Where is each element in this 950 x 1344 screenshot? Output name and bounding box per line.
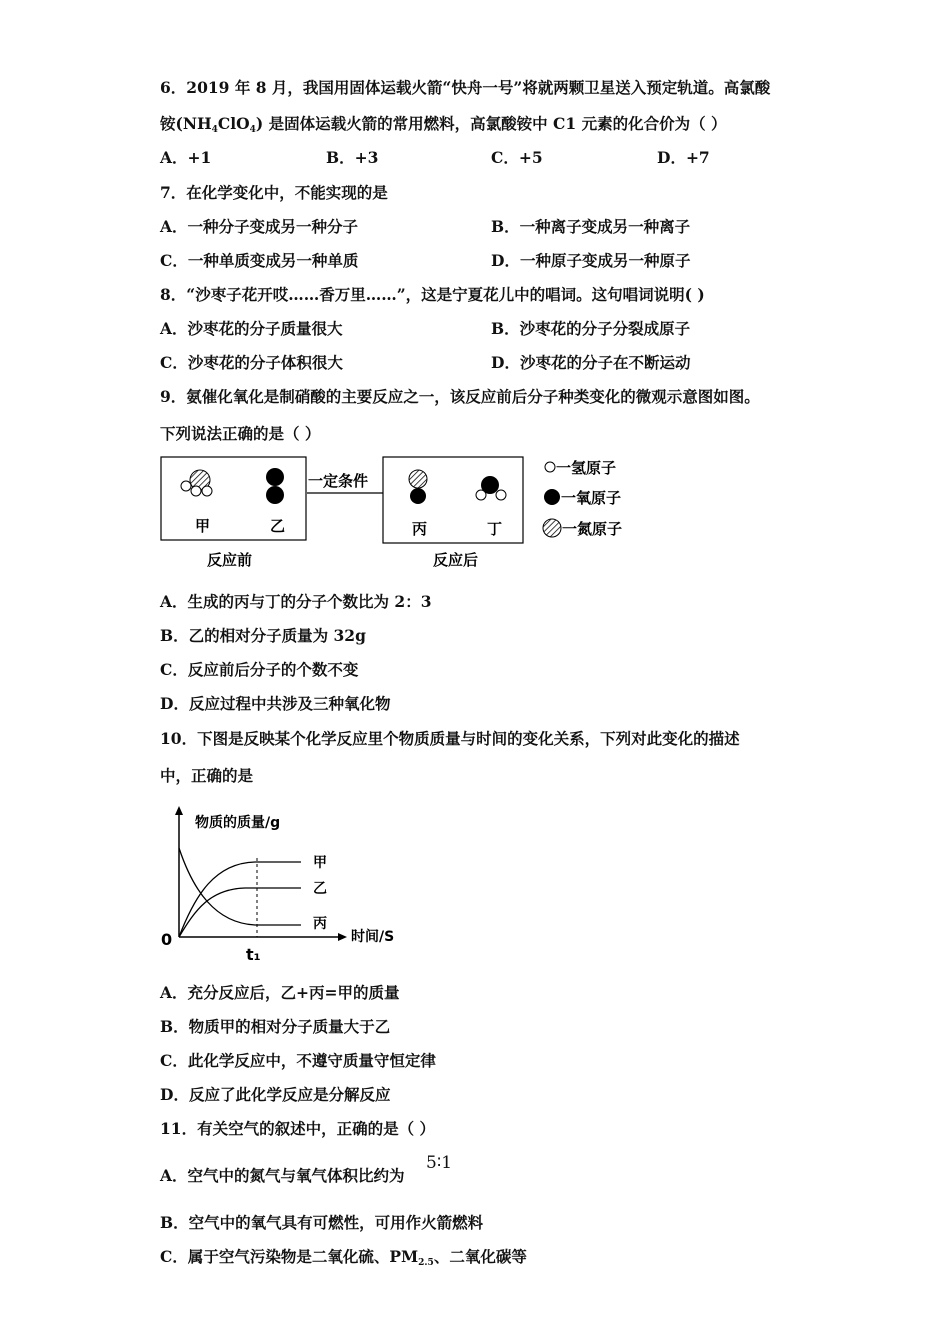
q11-option-c-text: C．属于空气污染物是二氧化硫、PM [160, 1247, 419, 1266]
q11-option-c [160, 1247, 527, 1273]
q6-sub: 4 [211, 125, 218, 135]
y-axis-arrow [175, 806, 183, 815]
q10-option-b: B．物质甲的相对分子质量大于乙 [160, 1017, 391, 1036]
q8-option-c: C．沙枣花的分子体积很大 [160, 353, 343, 372]
legend-oxygen: 一氧原子 [561, 489, 622, 507]
q10-option-c: C．此化学反应中，不遵守质量守恒定律 [160, 1051, 436, 1070]
q9-option-c: C．反应前后分子的个数不变 [160, 660, 359, 679]
q7-option-c: C．一种单质变成另一种单质 [160, 251, 359, 270]
reaction-diagram [150, 450, 650, 580]
q11-ratio: 5∶1 [426, 1153, 453, 1173]
legend-hydrogen-icon [545, 462, 555, 472]
q11-option-c-sub: 2.5 [418, 1258, 434, 1268]
origin-label: 0 [161, 930, 173, 949]
q9-stem-line2: 下列说法正确的是（ ） [160, 424, 321, 443]
water-molecule [476, 476, 506, 500]
q8-option-a: A．沙枣花的分子质量很大 [160, 319, 343, 338]
t1-label: t₁ [246, 945, 261, 964]
series-jia-curve [179, 862, 301, 937]
series-yi-label: 乙 [313, 881, 327, 897]
after-label: 反应后 [433, 551, 479, 569]
y-axis-label: 物质的质量/g [195, 815, 281, 831]
q7-option-a: A．一种分子变成另一种分子 [160, 217, 359, 236]
legend-oxygen-icon [544, 489, 560, 505]
nitric-oxide-molecule [409, 470, 427, 504]
q6-stem-line1: 6．2019 年 8 月，我国用固体运载火箭“快舟一号”将就两颗卫星送入预定轨道。高氯酸 [160, 78, 771, 97]
label-yi: 乙 [270, 517, 286, 535]
q10-stem-line1: 10．下图是反映某个化学反应里个物质质量与时间的变化关系，下列对此变化的描述 [160, 729, 740, 748]
x-axis-label: 时间/S [351, 929, 395, 945]
ammonia-molecule [181, 470, 212, 496]
q11-option-c-text2: 、二氧化碳等 [433, 1247, 527, 1266]
q7-option-b: B．一种离子变成另一种离子 [491, 217, 691, 236]
label-jia: 甲 [195, 517, 211, 535]
before-label: 反应前 [207, 551, 253, 569]
q6-text: 铵(NH [160, 114, 212, 133]
q6-option-b: B．+3 [326, 148, 379, 167]
q6-option-a: A．+1 [160, 148, 212, 167]
legend-hydrogen: 一氢原子 [556, 459, 617, 477]
q9-option-b: B．乙的相对分子质量为 32g [160, 626, 366, 645]
q7-option-d: D．一种原子变成另一种原子 [491, 251, 691, 270]
label-bing: 丙 [412, 520, 428, 538]
q8-option-b: B．沙枣花的分子分裂成原子 [491, 319, 691, 338]
series-jia-label: 甲 [313, 855, 327, 871]
q10-option-a: A．充分反应后，乙+丙=甲的质量 [160, 983, 400, 1002]
q9-option-a: A．生成的丙与丁的分子个数比为 2：3 [160, 592, 432, 611]
q10-option-d: D．反应了此化学反应是分解反应 [160, 1085, 391, 1104]
series-bing-curve [179, 848, 301, 925]
legend-nitrogen: 一氮原子 [562, 520, 623, 538]
q11-option-a: A．空气中的氮气与氧气体积比约为 [160, 1166, 405, 1185]
oxygen-molecule [266, 468, 284, 504]
q6-sub: 4 [249, 125, 256, 135]
mass-time-chart [155, 800, 415, 970]
x-axis-arrow [338, 933, 347, 941]
q11-option-b: B．空气中的氧气具有可燃性，可用作火箭燃料 [160, 1213, 484, 1232]
q6-option-d: D．+7 [657, 148, 710, 167]
label-ding: 丁 [487, 520, 503, 538]
series-yi-curve [179, 888, 301, 937]
legend-nitrogen-icon [543, 519, 561, 537]
q8-stem: 8．“沙枣子花开哎……香万里……”，这是宁夏花儿中的唱词。这句唱词说明( ) [160, 285, 705, 304]
q9-stem-line1: 9．氨催化氧化是制硝酸的主要反应之一，该反应前后分子种类变化的微观示意图如图。 [160, 387, 760, 406]
q11-stem: 11．有关空气的叙述中，正确的是（ ） [160, 1119, 435, 1138]
series-bing-label: 丙 [313, 916, 327, 932]
q6-text: ) 是固体运载火箭的常用燃料，高氯酸铵中 C1 元素的化合价为（ ） [255, 114, 727, 133]
reaction-condition: 一定条件 [308, 472, 369, 490]
q6-text: ClO [217, 114, 250, 133]
q7-stem: 7．在化学变化中，不能实现的是 [160, 183, 388, 202]
q6-stem-line2 [160, 114, 726, 140]
q9-option-d: D．反应过程中共涉及三种氧化物 [160, 694, 391, 713]
q6-option-c: C．+5 [491, 148, 543, 167]
q8-option-d: D．沙枣花的分子在不断运动 [491, 353, 691, 372]
q10-stem-line2: 中，正确的是 [160, 766, 254, 785]
